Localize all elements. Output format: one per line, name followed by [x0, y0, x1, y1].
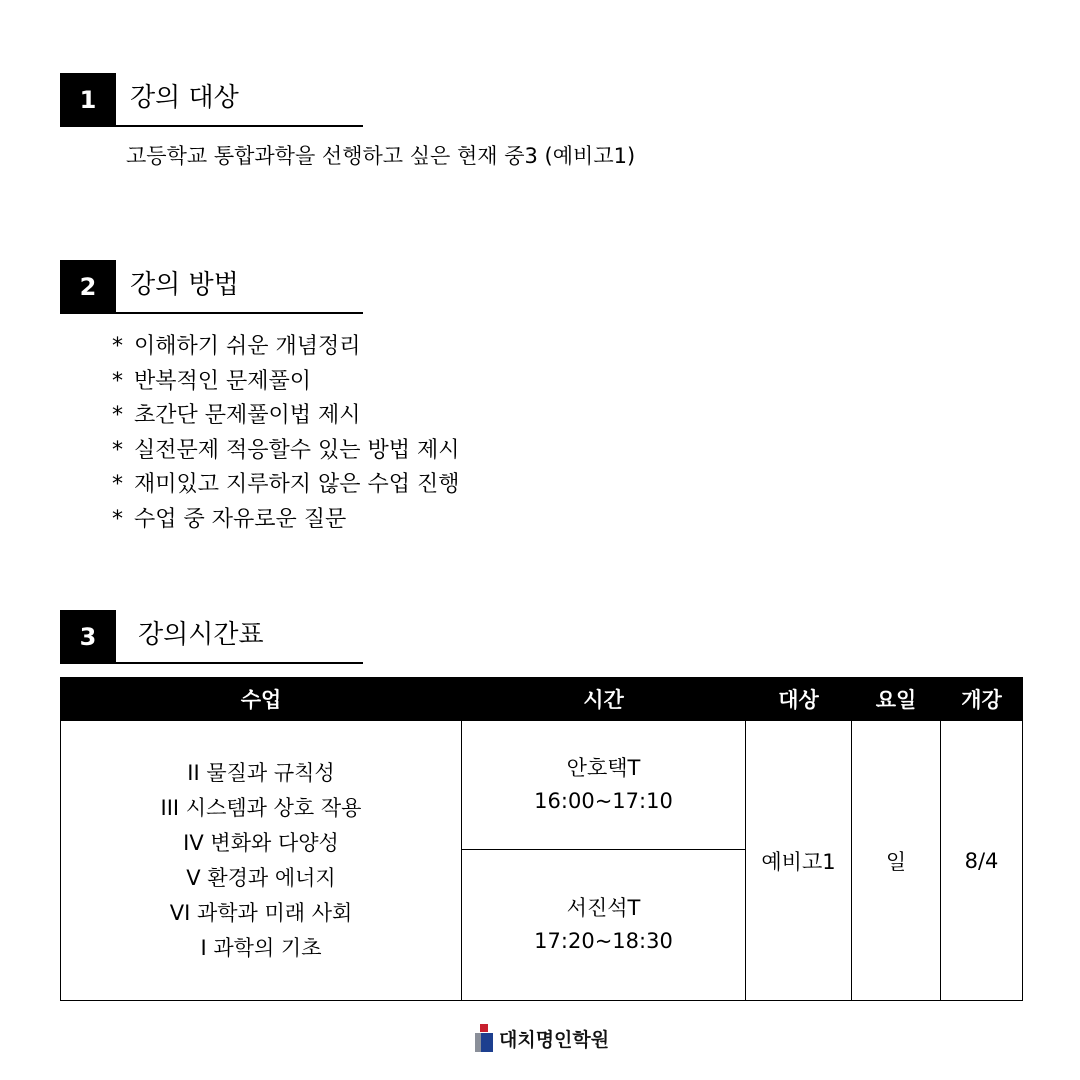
class-unit: IV 변화와 다양성 — [183, 830, 339, 855]
bullet-marker: * — [112, 472, 123, 497]
class-unit: V 환경과 에너지 — [186, 865, 336, 890]
section-schedule — [60, 610, 1020, 664]
schedule-table — [60, 677, 1023, 1001]
list-item-text: 재미있고 지루하지 않은 수업 진행 — [134, 472, 460, 497]
teacher-name: 안호택T — [566, 756, 641, 780]
day-cell: 일 — [852, 721, 941, 1001]
list-item-text: 실전문제 적응할수 있는 방법 제시 — [134, 437, 460, 463]
section-number: 1 — [60, 73, 116, 127]
header-target: 대상 — [746, 678, 852, 721]
start-date-cell: 8/4 — [941, 721, 1023, 1001]
list-item-text: 반복적인 문제풀이 — [134, 368, 312, 394]
list-item-text: 이해하기 쉬운 개념정리 — [134, 334, 361, 359]
section-target — [60, 73, 1020, 168]
session-cell — [462, 850, 746, 1001]
header-time: 시간 — [462, 678, 746, 721]
section-underline — [116, 662, 363, 664]
section-header — [60, 610, 1020, 664]
section-title: 강의시간표 — [138, 620, 264, 650]
table-header-row — [61, 678, 1023, 721]
list-item-text: 초간단 문제풀이법 제시 — [134, 403, 361, 428]
session-cell — [462, 721, 746, 850]
list-item — [112, 330, 460, 365]
section-number: 2 — [60, 260, 116, 314]
list-item — [112, 365, 460, 400]
teacher-name: 서진석T — [566, 896, 641, 920]
logo-icon — [475, 1024, 493, 1052]
section-method — [60, 260, 1020, 532]
section-title: 강의 대상 — [130, 83, 239, 113]
list-item — [112, 503, 460, 538]
bullet-marker: * — [112, 334, 123, 359]
section-header — [60, 260, 1020, 314]
section-title: 강의 방법 — [130, 270, 239, 300]
bullet-marker: * — [112, 506, 123, 532]
academy-logo — [475, 1023, 609, 1053]
section-underline — [116, 125, 363, 127]
section-header — [60, 73, 1020, 127]
session-time: 16:00~17:10 — [534, 789, 673, 813]
list-item — [112, 399, 460, 434]
bullet-marker: * — [112, 403, 123, 428]
bullet-marker: * — [112, 437, 123, 463]
list-item — [112, 434, 460, 469]
header-class: 수업 — [61, 678, 462, 721]
section-underline — [116, 312, 363, 314]
header-start: 개강 — [941, 678, 1023, 721]
target-description: 고등학교 통합과학을 선행하고 싶은 현재 중3 (예비고1) — [126, 144, 636, 168]
class-list-cell — [61, 721, 462, 1001]
method-list — [112, 330, 460, 537]
list-item-text: 수업 중 자유로운 질문 — [134, 506, 347, 532]
table-row — [61, 721, 1023, 850]
bullet-marker: * — [112, 368, 123, 394]
section-number: 3 — [60, 610, 116, 664]
academy-name: 대치명인학원 — [499, 1028, 610, 1051]
session-time: 17:20~18:30 — [534, 929, 673, 953]
list-item — [112, 468, 460, 503]
class-unit: III 시스템과 상호 작용 — [160, 795, 362, 820]
class-unit: I 과학의 기초 — [200, 935, 322, 960]
class-unit: VI 과학과 미래 사회 — [169, 900, 353, 925]
class-unit: II 물질과 규칙성 — [187, 760, 335, 785]
target-cell: 예비고1 — [746, 721, 852, 1001]
header-day: 요일 — [852, 678, 941, 721]
